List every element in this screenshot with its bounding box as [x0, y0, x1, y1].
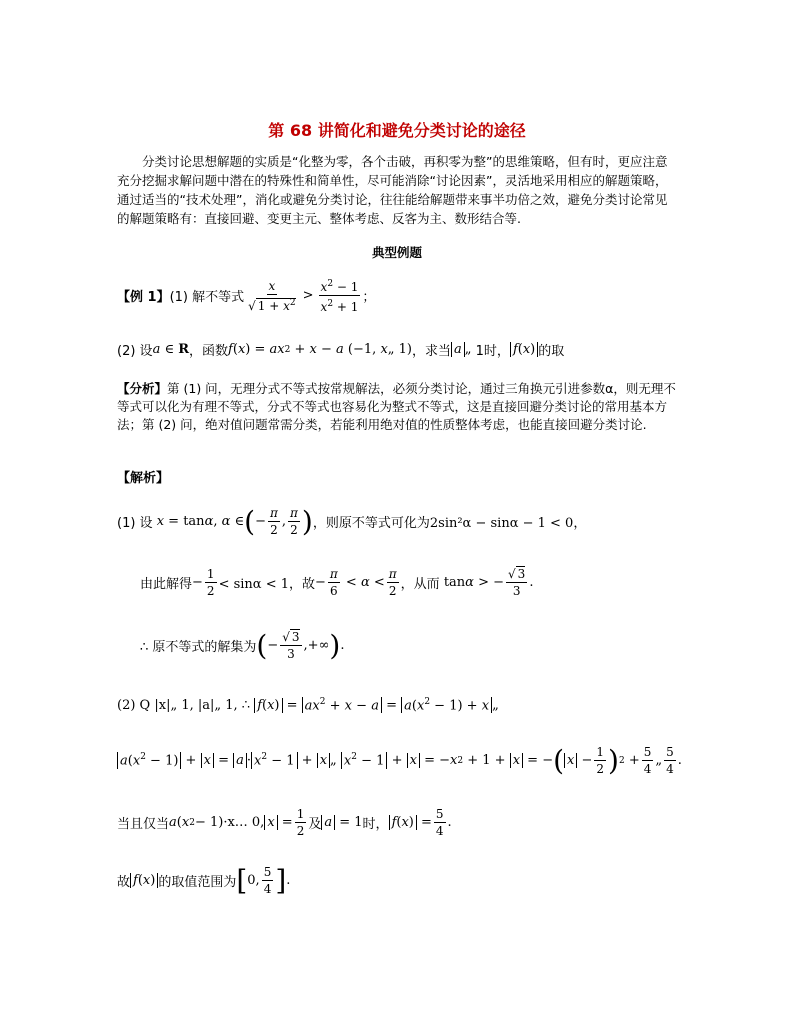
analysis-label: 【分析】	[117, 381, 168, 396]
example-label: 【例 1】	[117, 290, 170, 305]
intro-paragraph: 分类讨论思想解题的实质是“化整为零，各个击破，再积零为整”的思维策略，但有时，更应注意充分挖掘求解问题中潜在的特殊性和简单性，尽可能消除“讨论因素”，灵活地采用相应的解题策略，通过适当的“技术处理”，消化或避免分类讨论，往往能给解题带来事半功倍之效，避免分类讨论常见的解题策略有：直接回避、变更主元、整体考虑、反客为主、数形结合等.	[117, 154, 668, 226]
solution-step-5: $a(x^2 - 1)$ + x = a · $x^2 - 1$ + x „ $x^2 - 1$ + x = − x 2 + 1 + x = − ( x − $\frac{1}{2}$ ) 2 + $\frac{5}{4}$ „ $\frac{5}{4}$ .	[117, 745, 682, 776]
solution-step-7: 故 f(x) 的取值范围为 [ 0, $\frac{5}{4}$ ] .	[117, 863, 291, 897]
example-1-part-2: (2) 设 a ∈ R ，函数 f ( x ) = ax 2 + x − a (−1, x „ 1) ，求当 a „ 1时， f(x) 的取	[117, 342, 565, 359]
fraction-x2-minus-1: $\frac{x^2 - 1}{x^2 + 1}$	[320, 279, 359, 314]
analysis-text: 第 (1) 问，无理分式不等式按常规解法，必须分类讨论，通过三角换元引进参数α，则无理不等式可以化为有理不等式，分式不等式也容易化为整式不等式，这是直接回避分类讨论的常用基本方法；第 (2) 问，绝对值问题常需分类，若能利用绝对值的性质整体考虑，也能直接回避分类讨论.	[117, 381, 676, 432]
section-title: 典型例题	[371, 245, 422, 260]
solution-step-4: (2) Q |x|„ 1, |a|„ 1, ∴ f(x) = $ax^2 + x - a$ = $a(x^2 - 1) + x$ „	[117, 697, 499, 714]
analysis-paragraph	[117, 380, 679, 434]
solution-step-3: ∴ 原不等式的解集为 ( − $\frac{√ 3}{3}$ ,+∞ ) .	[140, 628, 345, 662]
fraction-x-over-sqrt: $\frac{x}{√ 1 + x^2}$	[248, 278, 296, 313]
solution-label: 【解析】	[117, 471, 170, 486]
page-title: 第 68 讲简化和避免分类讨论的途径	[268, 121, 526, 140]
example-part1-prefix: (1) 解不等式	[169, 290, 245, 305]
example-1-part-1: 【例 1】 (1) 解不等式 $\frac{x}{√ 1 + x^2}$ > $\frac{x^2 - 1}{x^2 + 1}$ ；	[117, 278, 376, 314]
solution-step-2: 由此解得 − $\frac{1}{2}$ < sinα < 1，故 − $\frac{\pi}{6}$ < α < $\frac{\pi}{2}$ ，从而 tan α > − $\frac{√ 3}{3}$ .	[140, 567, 534, 598]
solution-step-6: 当且仅当 a ( x 2 − 1) ·x… 0, x = $\frac{1}{2}$ 及 a = 1 时， f(x) = $\frac{5}{4}$ .	[117, 807, 452, 838]
solution-step-1: (1) 设 x = tan α , α ∈ ( − $\frac{\pi}{2}$ , $\frac{\pi}{2}$ ) ，则原不等式可化为 2sin²α − sinα − 1 < 0，	[117, 504, 587, 538]
